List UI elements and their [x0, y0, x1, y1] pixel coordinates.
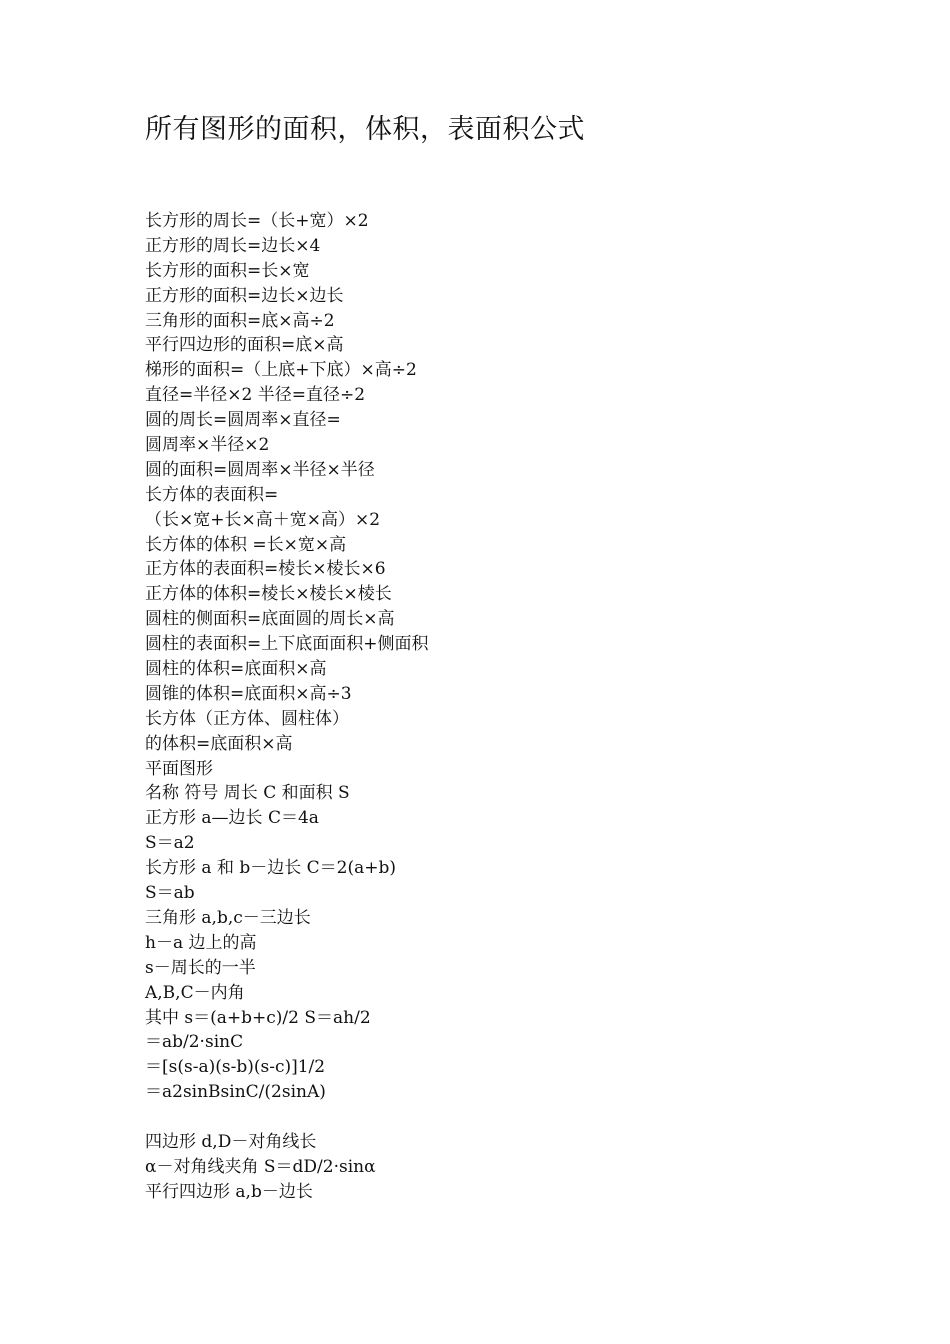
formula-line: 长方体（正方体、圆柱体）: [145, 708, 349, 729]
formula-line: 正方形的面积=边长×边长: [145, 285, 344, 306]
formula-line: 的体积=底面积×高: [145, 733, 293, 754]
formula-line: 平面图形: [145, 758, 213, 779]
formula-line: 平行四边形 a,b－边长: [145, 1181, 313, 1202]
formula-line: 直径=半径×2 半径=直径÷2: [145, 385, 366, 406]
formula-line: 其中 s＝(a+b+c)/2 S＝ah/2: [145, 1007, 371, 1028]
formula-line: 四边形 d,D－对角线长: [145, 1131, 317, 1152]
formula-line: 正方形 a—边长 C＝4a: [145, 808, 319, 829]
formula-line: 正方体的表面积=棱长×棱长×6: [145, 559, 386, 580]
formula-line: ＝[s(s-a)(s-b)(s-c)]1/2: [145, 1057, 326, 1078]
document-title: 所有图形的面积，体积，表面积公式: [145, 114, 585, 145]
formula-line: 长方形的面积=长×宽: [145, 260, 310, 281]
formula-line: 三角形的面积=底×高÷2: [145, 310, 335, 331]
formula-line: 圆柱的体积=底面积×高: [145, 659, 327, 680]
formula-line: 长方体的体积 =长×宽×高: [145, 534, 347, 555]
formula-line: s－周长的一半: [145, 957, 256, 978]
blank-line: [145, 1105, 905, 1130]
formula-line: 长方体的表面积=: [145, 484, 279, 505]
formula-line: h－a 边上的高: [145, 932, 257, 953]
formula-line: S＝ab: [145, 883, 195, 904]
formula-line: S＝a2: [145, 833, 195, 854]
formula-line: 三角形 a,b,c－三边长: [145, 907, 311, 928]
formula-line: 梯形的面积=（上底+下底）×高÷2: [145, 360, 417, 381]
formula-line: 长方形 a 和 b－边长 C＝2(a+b): [145, 858, 396, 879]
formula-line: 圆柱的侧面积=底面圆的周长×高: [145, 609, 395, 630]
formula-line: 平行四边形的面积=底×高: [145, 335, 344, 356]
formula-line: 正方形的周长=边长×4: [145, 235, 321, 256]
formula-line: ＝a2sinBsinC/(2sinA): [145, 1082, 326, 1103]
formula-line: （长×宽+长×高＋宽×高）×2: [145, 509, 381, 530]
formula-line: 名称 符号 周长 C 和面积 S: [145, 783, 350, 804]
formula-list: [145, 209, 905, 1205]
formula-line: 圆周率×半径×2: [145, 435, 270, 456]
formula-line: 长方形的周长=（长+宽）×2: [145, 211, 369, 231]
formula-line: 圆柱的表面积=上下底面面积+侧面积: [145, 634, 429, 655]
formula-line: ＝ab/2·sinC: [145, 1032, 244, 1053]
formula-line: 圆的面积=圆周率×半径×半径: [145, 459, 375, 480]
formula-line: A,B,C－内角: [145, 982, 245, 1003]
formula-line: 正方体的体积=棱长×棱长×棱长: [145, 584, 392, 605]
formula-line: 圆锥的体积=底面积×高÷3: [145, 683, 352, 704]
formula-line: α－对角线夹角 S＝dD/2·sinα: [145, 1156, 376, 1177]
formula-line: 圆的周长=圆周率×直径=: [145, 410, 341, 431]
